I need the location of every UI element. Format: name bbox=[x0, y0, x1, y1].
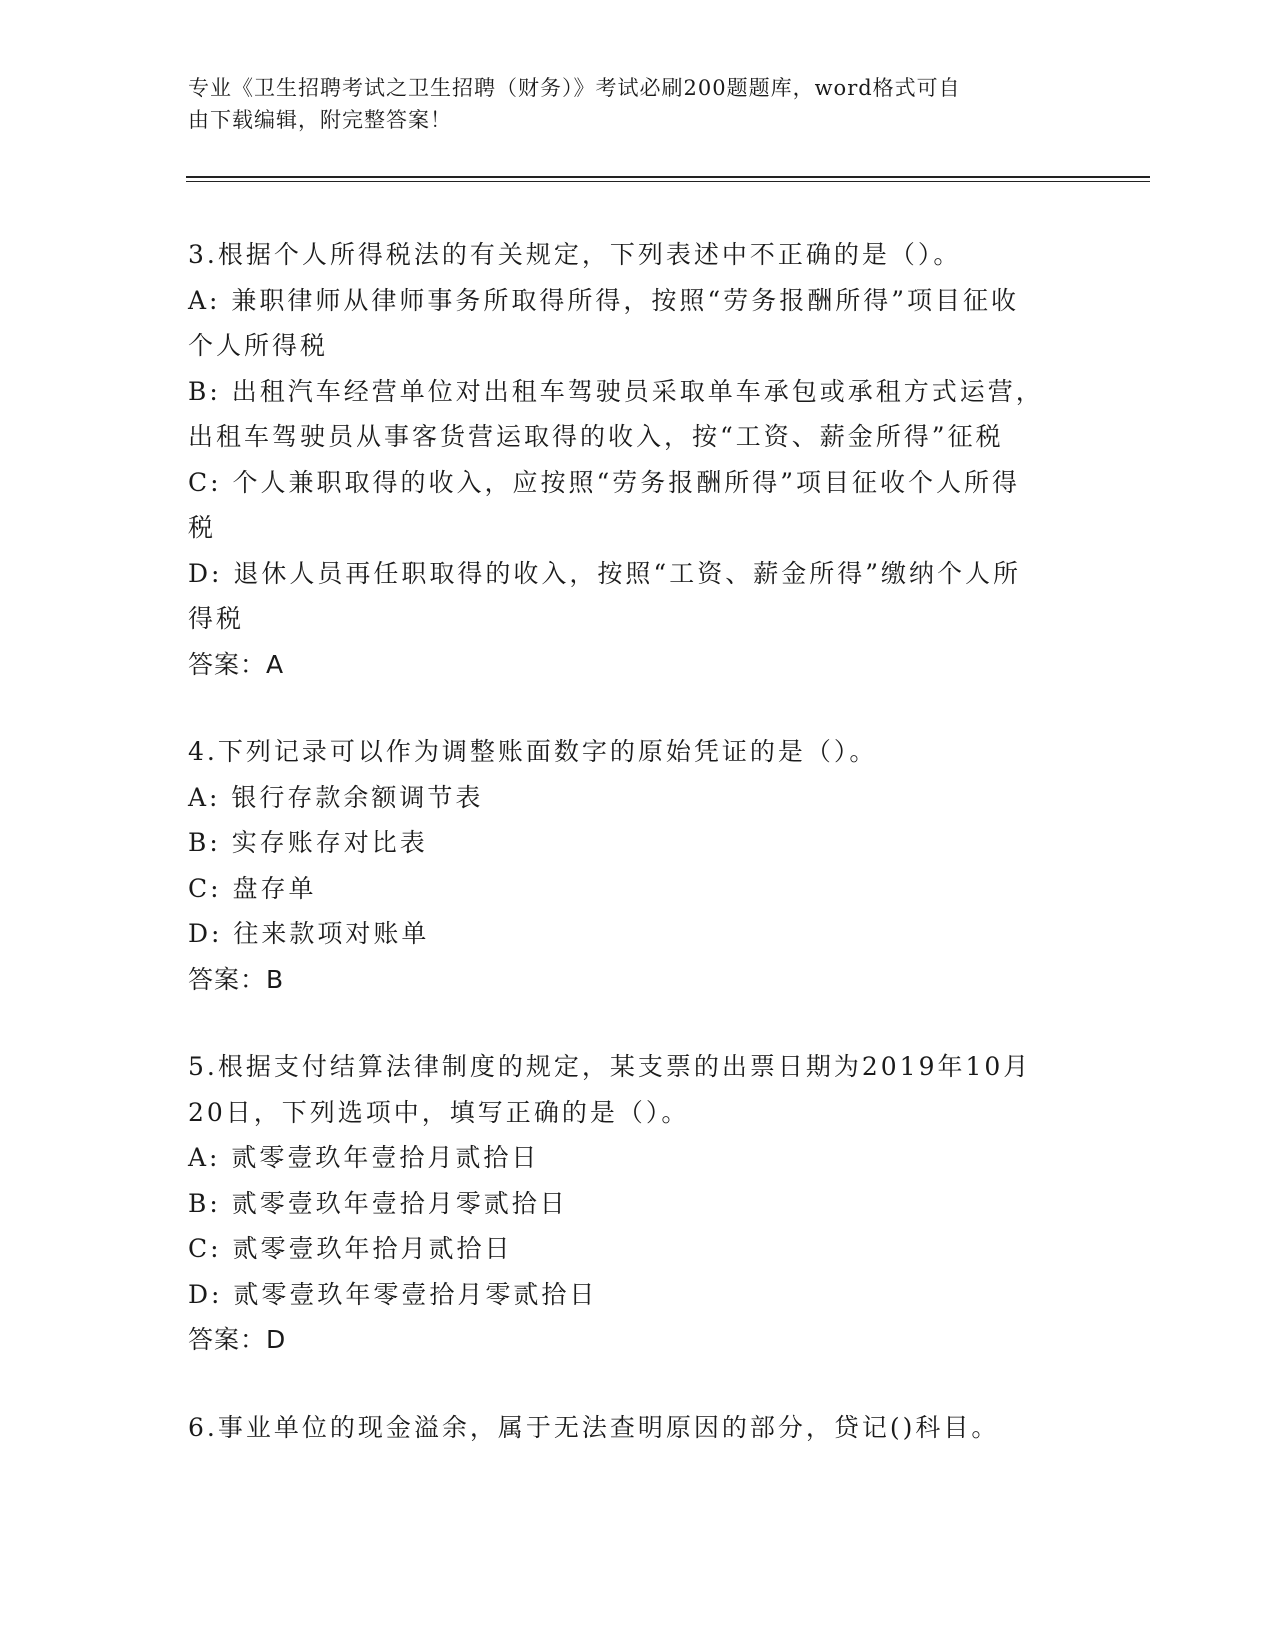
question-text: 5.根据支付结算法律制度的规定，某支票的出票日期为2019年10月 bbox=[188, 1052, 1032, 1081]
option-text: 税 bbox=[188, 513, 217, 542]
option-text: 出租车驾驶员从事客货营运取得的收入，按“工资、薪金所得”征税 bbox=[188, 422, 1004, 451]
header-line-2: 由下载编辑，附完整答案！ bbox=[188, 108, 452, 132]
option-text: 个人所得税 bbox=[188, 331, 329, 360]
question-text: 3.根据个人所得税法的有关规定，下列表述中不正确的是（）。 bbox=[188, 240, 962, 269]
option-text: D: 往来款项对账单 bbox=[188, 919, 430, 948]
option-text: B: 实存账存对比表 bbox=[188, 828, 428, 857]
header-divider-thick bbox=[186, 176, 1150, 178]
question-text: 6.事业单位的现金溢余，属于无法查明原因的部分，贷记()科目。 bbox=[188, 1412, 1000, 1442]
option-text: A: 银行存款余额调节表 bbox=[188, 782, 484, 812]
question-text: 20日，下列选项中，填写正确的是（）。 bbox=[188, 1097, 690, 1127]
option-text: A: 贰零壹玖年壹拾月贰拾日 bbox=[188, 1143, 540, 1172]
answer-text: 答案：A bbox=[188, 649, 285, 679]
question-list bbox=[188, 232, 1078, 1492]
option-text: B: 贰零壹玖年壹拾月零贰拾日 bbox=[188, 1188, 568, 1218]
option-text: D: 贰零壹玖年零壹拾月零贰拾日 bbox=[188, 1279, 598, 1309]
option-text: C: 盘存单 bbox=[188, 873, 317, 903]
option-text: C: 贰零壹玖年拾月贰拾日 bbox=[188, 1234, 513, 1263]
answer-text: 答案：B bbox=[188, 964, 285, 994]
question-block bbox=[188, 232, 1078, 687]
option-text: C: 个人兼职取得的收入，应按照“劳务报酬所得”项目征收个人所得 bbox=[188, 467, 1021, 497]
option-text: A: 兼职律师从律师事务所取得所得，按照“劳务报酬所得”项目征收 bbox=[188, 285, 1019, 315]
question-block bbox=[188, 1405, 1078, 1451]
question-text: 4.下列记录可以作为调整账面数字的原始凭证的是（）。 bbox=[188, 737, 878, 766]
option-text: D: 退休人员再任职取得的收入，按照“工资、薪金所得”缴纳个人所 bbox=[188, 558, 1021, 588]
document-header bbox=[188, 72, 1068, 136]
option-text: B: 出租汽车经营单位对出租车驾驶员采取单车承包或承租方式运营， bbox=[188, 376, 1044, 406]
header-line-1: 专业《卫生招聘考试之卫生招聘（财务）》考试必刷200题题库，word格式可自 bbox=[188, 76, 961, 100]
question-block bbox=[188, 1044, 1078, 1363]
answer-text: 答案：D bbox=[188, 1325, 287, 1354]
option-text: 得税 bbox=[188, 604, 245, 633]
question-block bbox=[188, 729, 1078, 1002]
header-divider-thin bbox=[186, 181, 1150, 182]
